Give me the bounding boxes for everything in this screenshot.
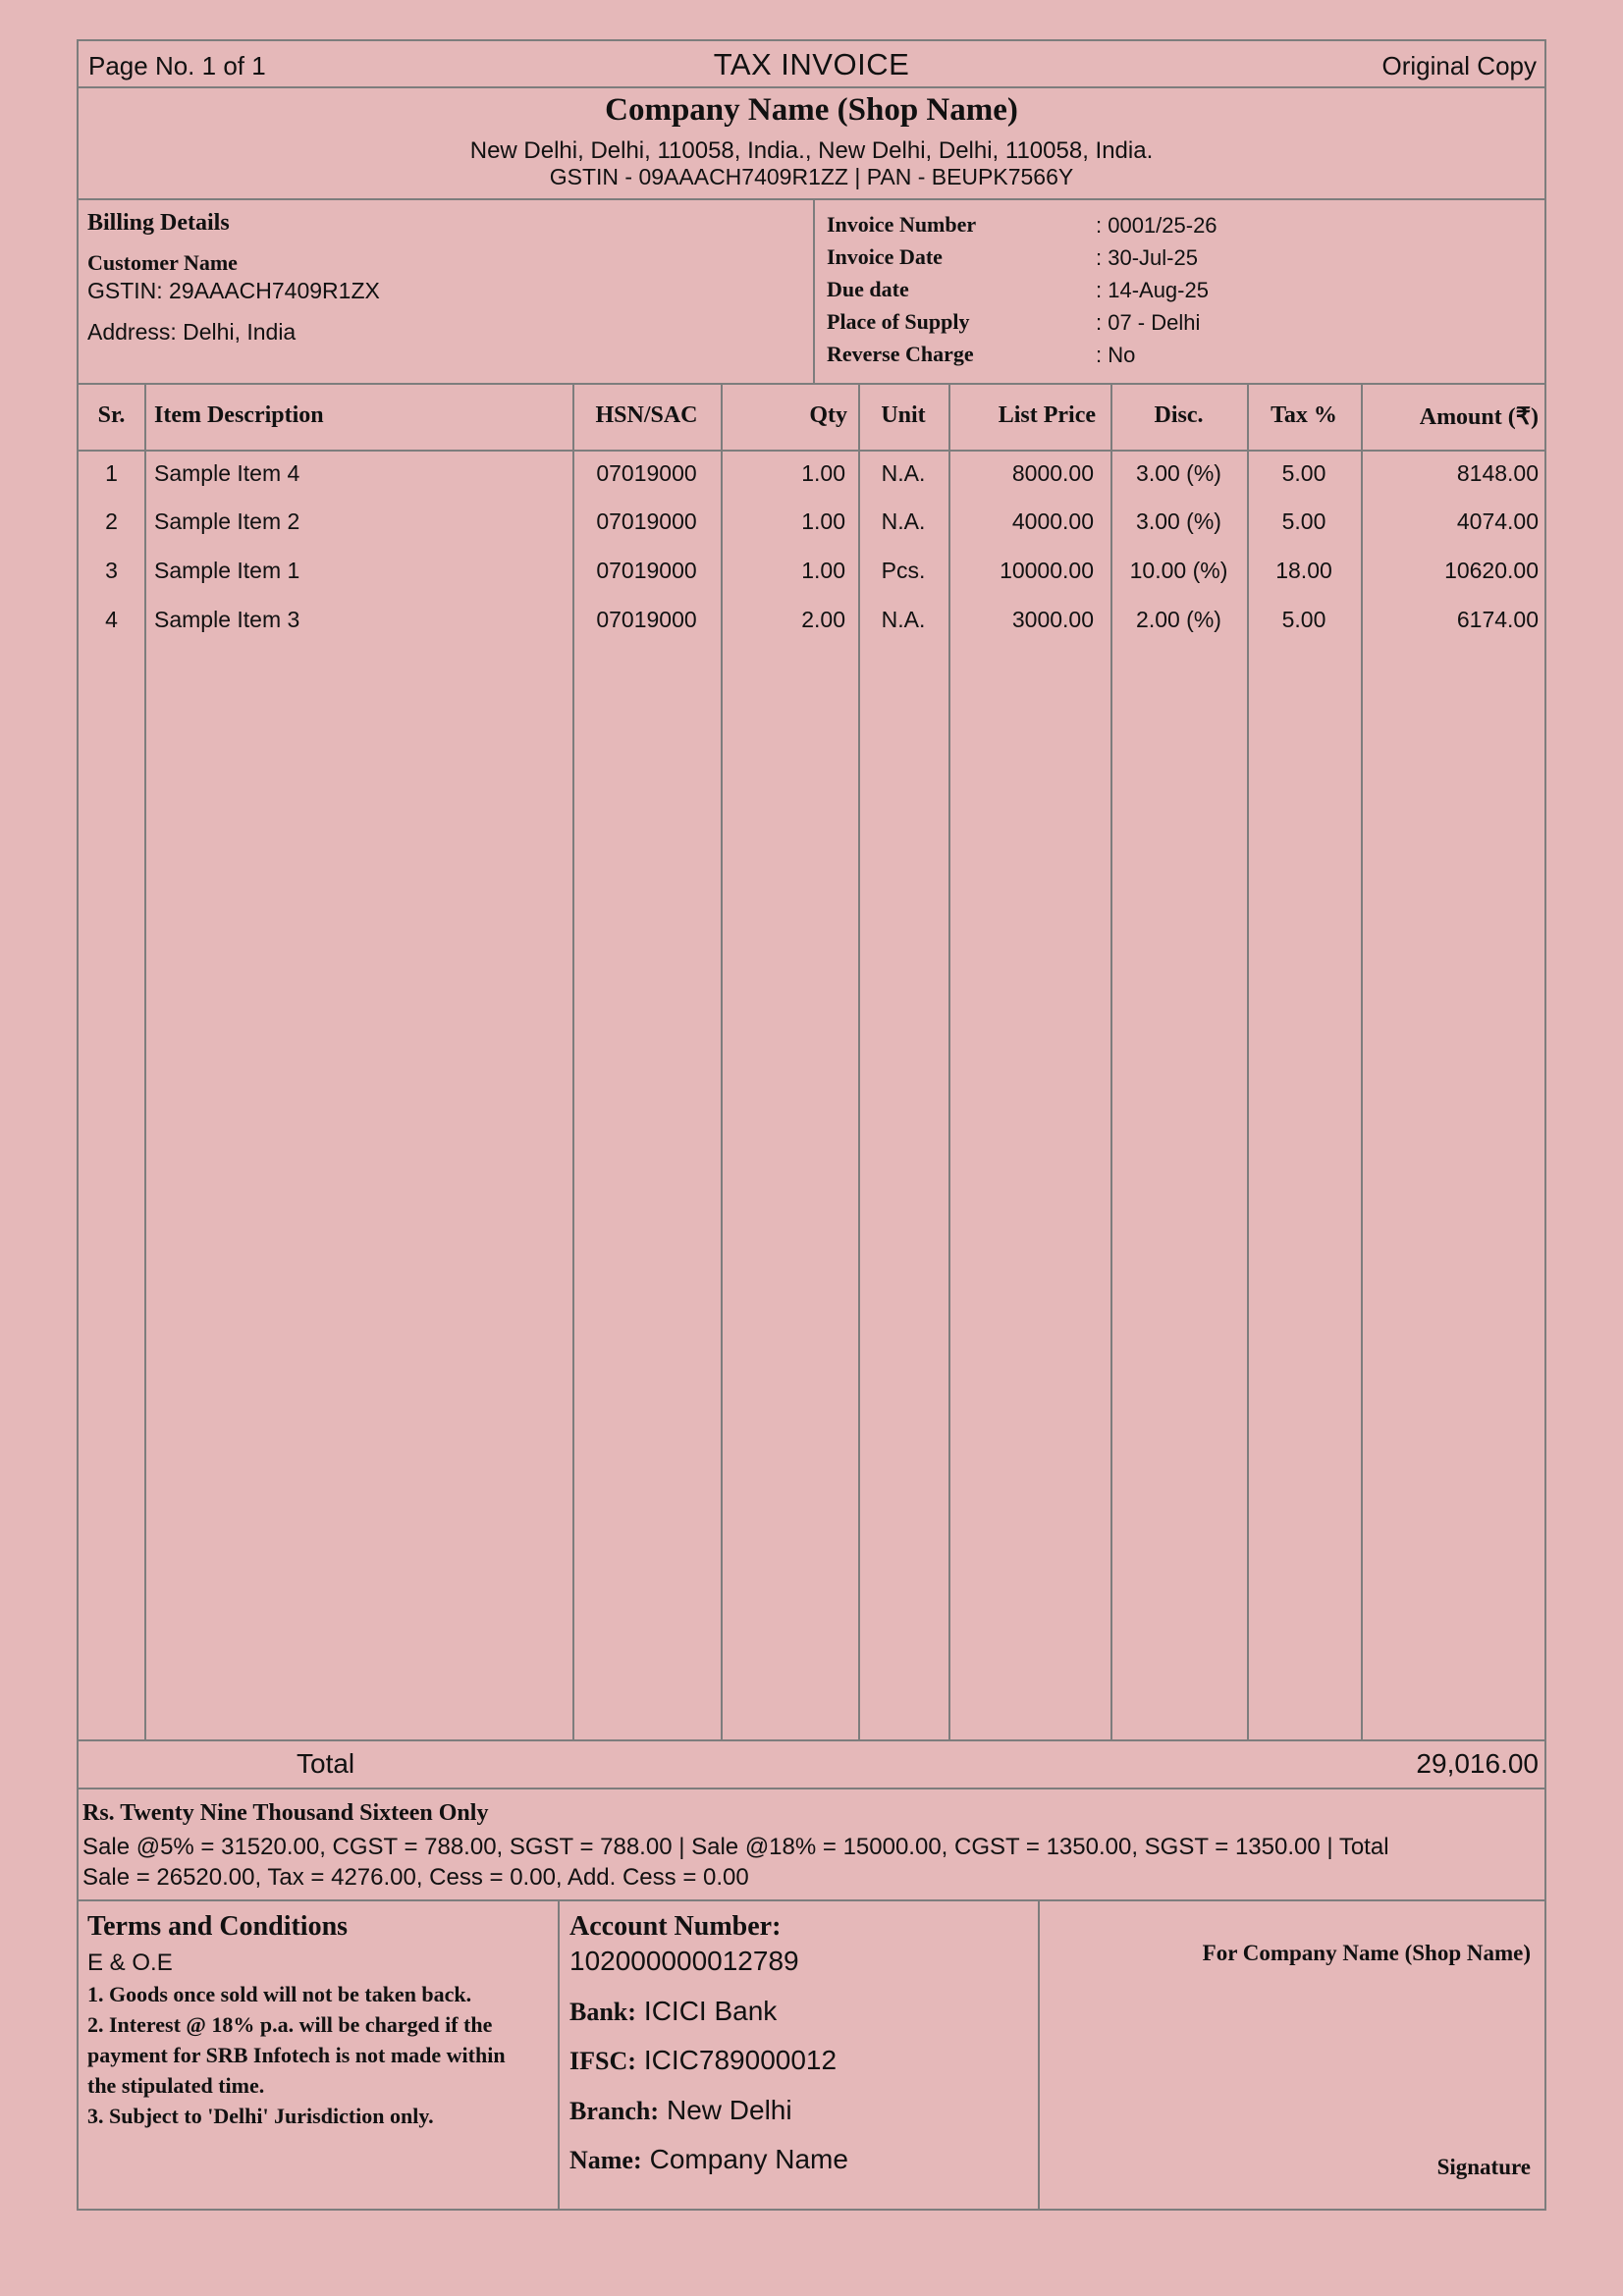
ifsc-row <box>569 2045 837 2076</box>
column-divider <box>858 383 860 1739</box>
terms-item: 1. Goods once sold will not be taken back. <box>87 1982 472 2006</box>
terms-heading: Terms and Conditions <box>87 1911 349 1942</box>
col-header-tax: Tax % <box>1271 402 1337 428</box>
column-divider <box>572 383 574 1739</box>
page-number: Page No. 1 of 1 <box>88 51 266 80</box>
row-list-price: 3000.00 <box>1011 607 1094 632</box>
row-description: Sample Item 2 <box>154 508 300 534</box>
company-name: Company Name (Shop Name) <box>605 92 1018 128</box>
row-discount: 3.00 (%) <box>1136 508 1221 534</box>
invoice-date-label: Invoice Date <box>827 244 943 269</box>
row-qty: 1.00 <box>801 558 845 583</box>
row-sr: 4 <box>105 607 118 632</box>
row-amount: 6174.00 <box>1456 607 1539 632</box>
divider <box>79 1899 1544 1901</box>
col-header-discount: Disc. <box>1154 402 1204 428</box>
col-header-description: Item Description <box>154 402 324 428</box>
divider <box>79 86 1544 88</box>
terms-item: 3. Subject to 'Delhi' Jurisdiction only. <box>87 2104 434 2128</box>
col-header-list-price: List Price <box>998 402 1096 428</box>
row-tax: 5.00 <box>1281 607 1326 632</box>
invoice-number-label: Invoice Number <box>827 212 977 237</box>
row-description: Sample Item 1 <box>154 558 300 583</box>
name-value: Company Name <box>649 2144 848 2174</box>
row-amount: 4074.00 <box>1456 508 1539 534</box>
tax-summary-line-1: Sale @5% = 31520.00, CGST = 788.00, SGST = 788.00 | Sale @18% = 15000.00, CGST = 1350.00, SGST = 1350.00 | Total <box>82 1834 1389 1860</box>
column-divider <box>721 383 723 1739</box>
customer-name: Customer Name <box>87 250 238 275</box>
row-tax: 5.00 <box>1281 508 1326 534</box>
ifsc-label: IFSC: <box>569 2047 636 2075</box>
row-list-price: 8000.00 <box>1011 460 1094 486</box>
row-hsn: 07019000 <box>596 508 697 534</box>
place-of-supply-value: : 07 - Delhi <box>1096 310 1201 335</box>
row-list-price: 4000.00 <box>1011 508 1094 534</box>
name-row <box>569 2144 848 2175</box>
divider <box>79 450 1544 452</box>
row-discount: 3.00 (%) <box>1136 460 1221 486</box>
document-title: TAX INVOICE <box>713 47 910 81</box>
total-label: Total <box>297 1748 355 1779</box>
row-hsn: 07019000 <box>596 460 697 486</box>
invoice-date-value: : 30-Jul-25 <box>1096 245 1198 270</box>
row-discount: 10.00 (%) <box>1129 558 1228 583</box>
row-sr: 1 <box>105 460 118 486</box>
row-tax: 5.00 <box>1281 460 1326 486</box>
row-qty: 1.00 <box>801 460 845 486</box>
for-company: For Company Name (Shop Name) <box>1202 1941 1531 1965</box>
ifsc-value: ICIC789000012 <box>643 2045 838 2075</box>
customer-address: Address: Delhi, India <box>87 319 297 345</box>
billing-heading: Billing Details <box>87 210 230 236</box>
branch-label: Branch: <box>569 2097 659 2125</box>
terms-list <box>87 1979 539 2131</box>
col-header-unit: Unit <box>881 402 926 428</box>
row-hsn: 07019000 <box>596 558 697 583</box>
column-divider <box>1110 383 1112 1739</box>
row-tax: 18.00 <box>1275 558 1332 583</box>
col-header-hsn: HSN/SAC <box>595 402 698 428</box>
divider <box>79 1788 1544 1789</box>
row-unit: N.A. <box>881 607 926 632</box>
invoice-number-value: : 0001/25-26 <box>1096 213 1217 238</box>
column-divider <box>1361 383 1363 1739</box>
row-discount: 2.00 (%) <box>1136 607 1221 632</box>
company-gstin-pan: GSTIN - 09AAACH7409R1ZZ | PAN - BEUPK7566Y <box>549 164 1074 189</box>
account-number-label: Account Number: <box>569 1911 782 1942</box>
row-sr: 2 <box>105 508 118 534</box>
total-value: 29,016.00 <box>1416 1748 1539 1779</box>
row-description: Sample Item 3 <box>154 607 300 632</box>
branch-value: New Delhi <box>667 2095 792 2125</box>
divider <box>79 383 1544 385</box>
divider <box>1038 1899 1040 2211</box>
eoe-note: E & O.E <box>87 1949 173 1976</box>
account-number-value: 102000000012789 <box>569 1946 799 1976</box>
divider <box>813 198 815 383</box>
tax-summary-line-2: Sale = 26520.00, Tax = 4276.00, Cess = 0.00, Add. Cess = 0.00 <box>82 1864 749 1891</box>
due-date-label: Due date <box>827 277 909 301</box>
divider <box>79 198 1544 200</box>
divider <box>79 1739 1544 1741</box>
col-header-qty: Qty <box>809 402 847 428</box>
customer-gstin: GSTIN: 29AAACH7409R1ZX <box>87 278 380 303</box>
divider <box>558 1899 560 2211</box>
row-sr: 3 <box>105 558 118 583</box>
copy-type: Original Copy <box>1381 51 1537 80</box>
row-qty: 2.00 <box>801 607 845 632</box>
branch-row <box>569 2095 792 2126</box>
row-hsn: 07019000 <box>596 607 697 632</box>
column-divider <box>1247 383 1249 1739</box>
amount-in-words: Rs. Twenty Nine Thousand Sixteen Only <box>82 1800 489 1826</box>
row-qty: 1.00 <box>801 508 845 534</box>
reverse-charge-value: : No <box>1096 343 1136 367</box>
row-unit: N.A. <box>881 460 926 486</box>
invoice-sheet <box>77 39 1546 2211</box>
row-unit: N.A. <box>881 508 926 534</box>
bank-row <box>569 1996 777 2027</box>
row-unit: Pcs. <box>881 558 926 583</box>
company-address: New Delhi, Delhi, 110058, India., New Delhi, Delhi, 110058, India. <box>469 137 1154 164</box>
row-list-price: 10000.00 <box>1000 558 1094 583</box>
reverse-charge-label: Reverse Charge <box>827 342 974 366</box>
signature-label: Signature <box>1436 2155 1531 2179</box>
row-description: Sample Item 4 <box>154 460 300 486</box>
column-divider <box>144 383 146 1739</box>
row-amount: 8148.00 <box>1456 460 1539 486</box>
bank-value: ICICI Bank <box>643 1996 778 2026</box>
due-date-value: : 14-Aug-25 <box>1096 278 1209 302</box>
terms-item: 2. Interest @ 18% p.a. will be charged if the payment for SRB Infotech is not made within the stipulated time. <box>87 2012 506 2098</box>
name-label: Name: <box>569 2146 642 2174</box>
bank-label: Bank: <box>569 1998 636 2026</box>
row-amount: 10620.00 <box>1444 558 1539 583</box>
col-header-amount: Amount (₹) <box>1419 404 1539 430</box>
place-of-supply-label: Place of Supply <box>827 309 970 334</box>
column-divider <box>948 383 950 1739</box>
col-header-sr: Sr. <box>97 402 126 428</box>
